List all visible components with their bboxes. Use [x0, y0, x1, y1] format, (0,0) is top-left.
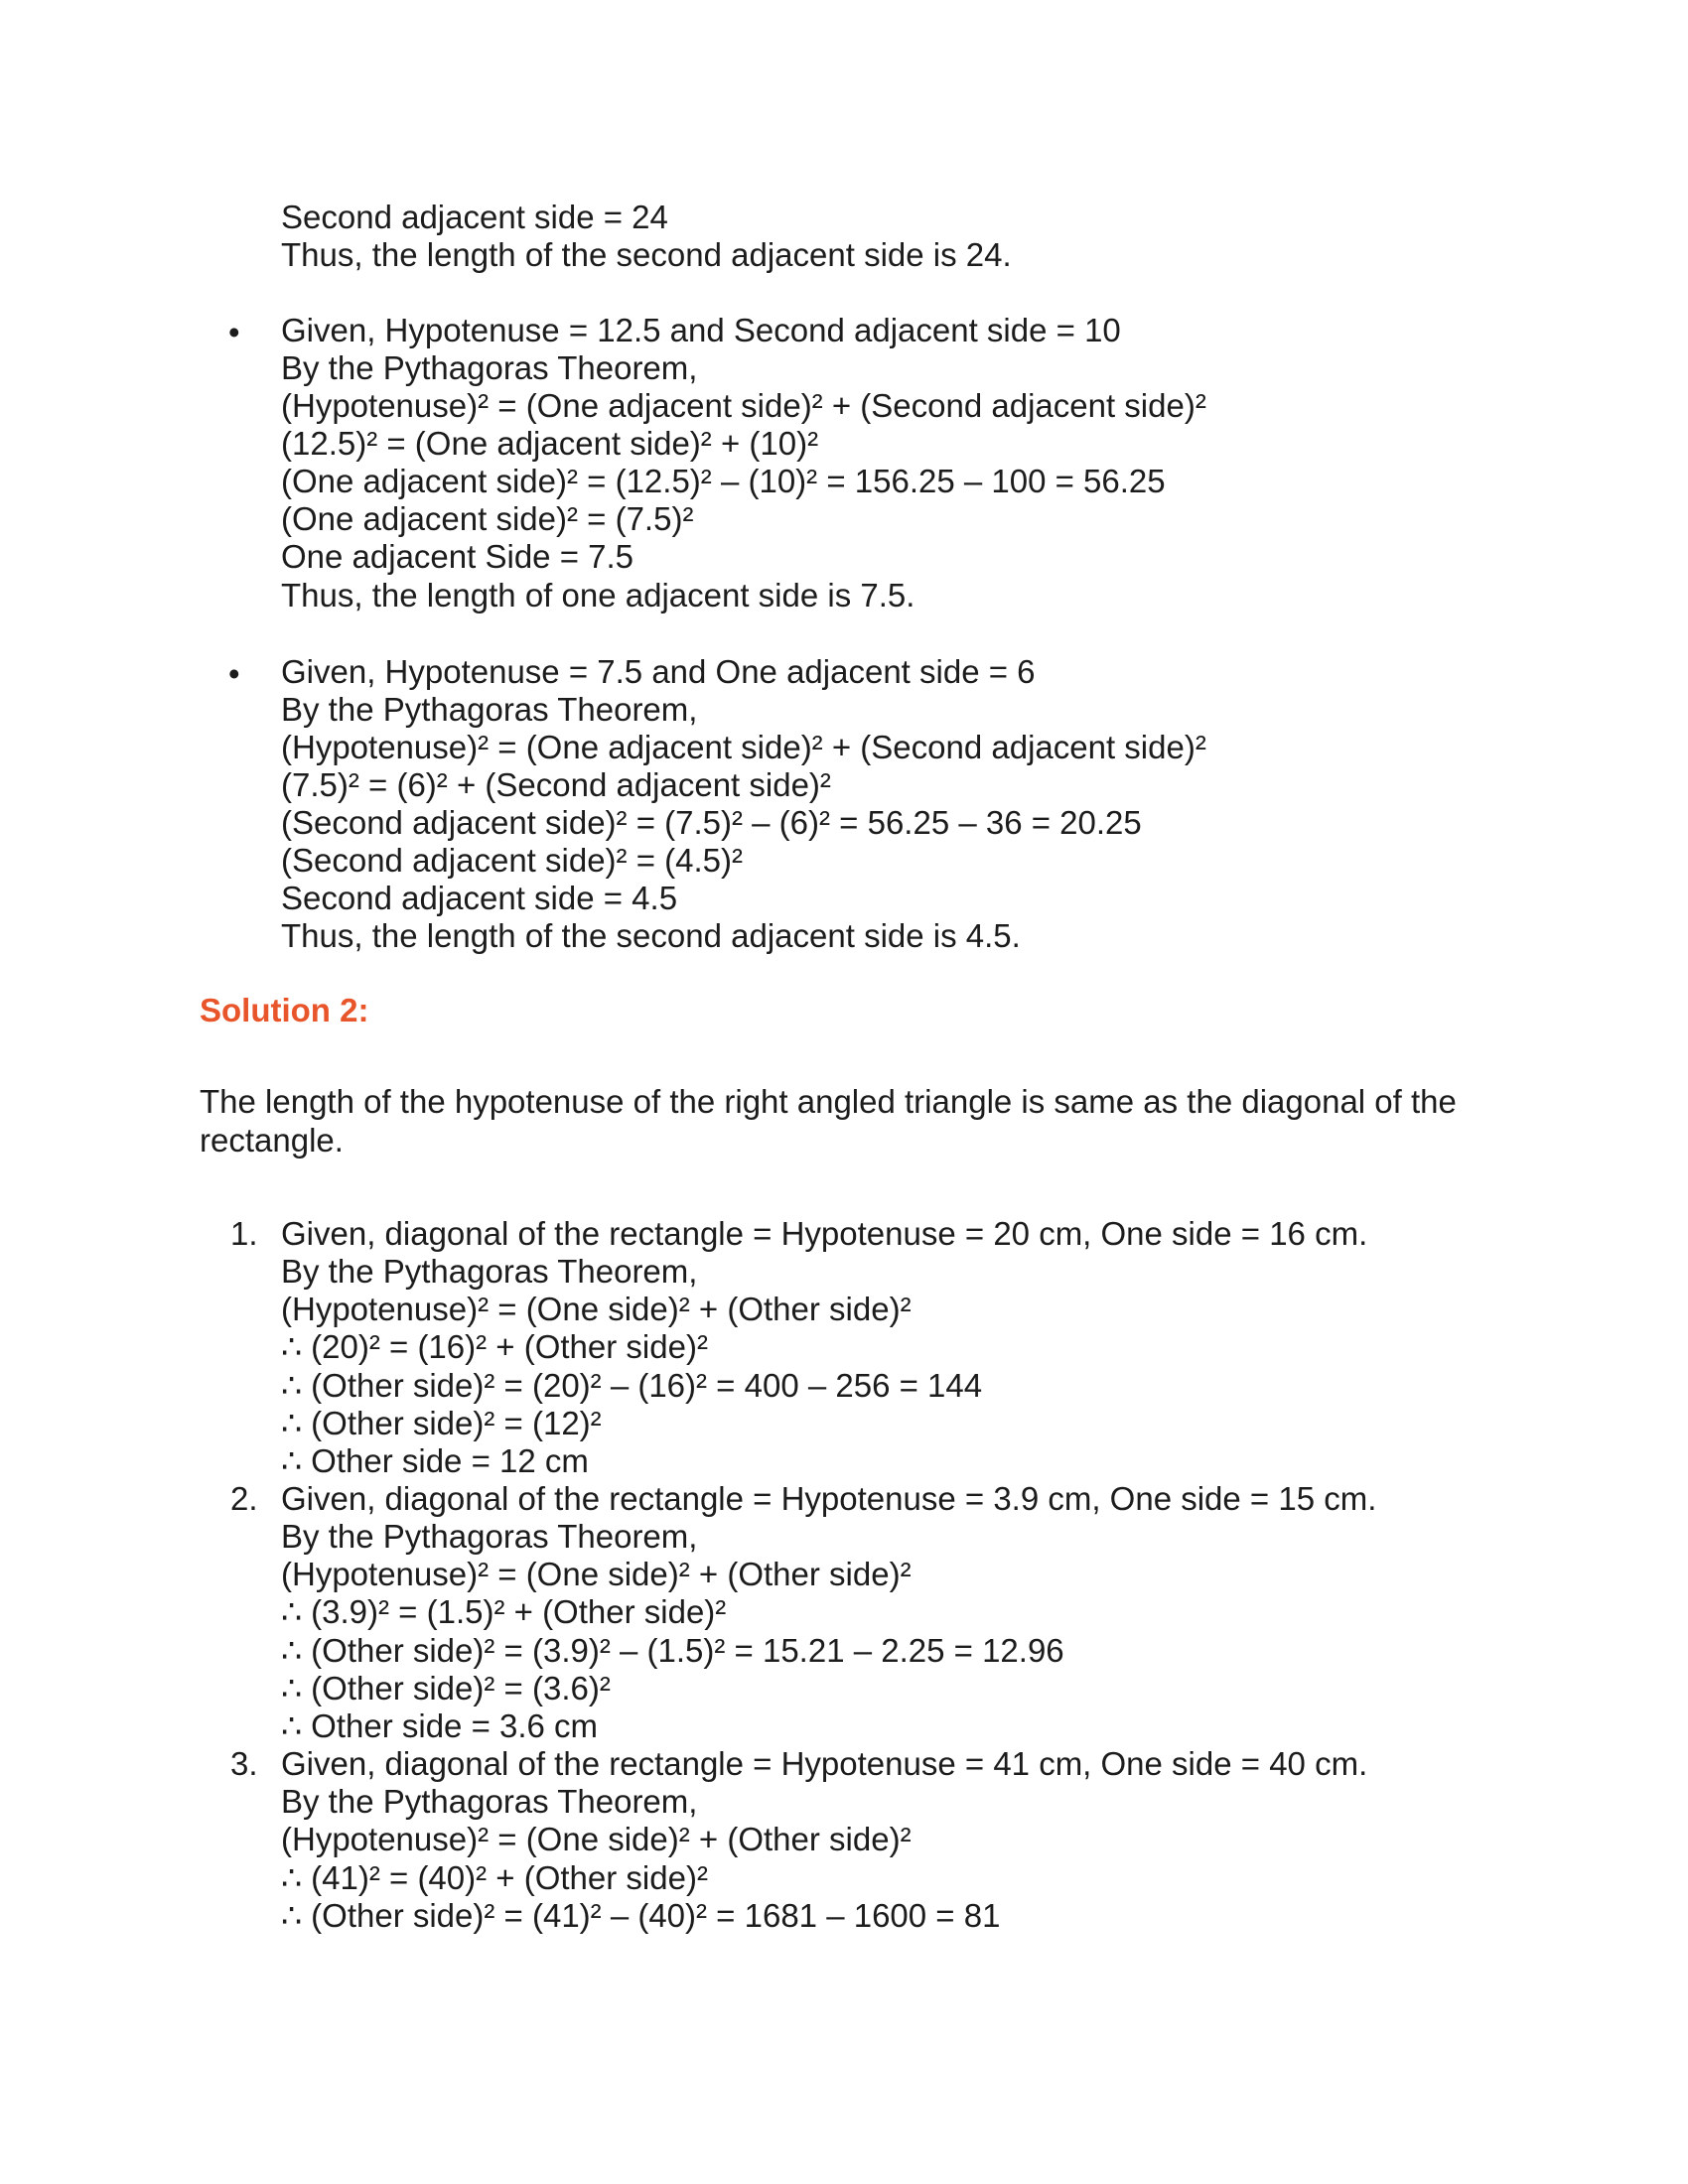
- item2-line: Given, diagonal of the rectangle = Hypotenuse = 3.9 cm, One side = 15 cm.: [281, 1480, 1377, 1517]
- item1-line: ∴ (20)² = (16)² + (Other side)²: [281, 1328, 708, 1365]
- bullet2-line: (7.5)² = (6)² + (Second adjacent side)²: [281, 766, 831, 803]
- item2-line: (Hypotenuse)² = (One side)² + (Other side)²: [281, 1556, 912, 1592]
- item3-line: ∴ (Other side)² = (41)² – (40)² = 1681 – 1600 = 81: [281, 1897, 1001, 1934]
- item1-line: By the Pythagoras Theorem,: [281, 1253, 698, 1290]
- bullet2-line: By the Pythagoras Theorem,: [281, 691, 698, 728]
- item3-line: Given, diagonal of the rectangle = Hypotenuse = 41 cm, One side = 40 cm.: [281, 1745, 1368, 1782]
- bullet1-line: (12.5)² = (One adjacent side)² + (10)²: [281, 425, 819, 462]
- bullet2-line: Second adjacent side = 4.5: [281, 880, 678, 916]
- item2-line: ∴ (3.9)² = (1.5)² + (Other side)²: [281, 1593, 727, 1630]
- intro-line: Thus, the length of the second adjacent side is 24.: [281, 236, 1012, 273]
- bullet-marker: •: [228, 655, 240, 692]
- bullet2-line: Given, Hypotenuse = 7.5 and One adjacent side = 6: [281, 653, 1036, 690]
- solution-heading: Solution 2:: [200, 992, 369, 1028]
- item1-line: ∴ (Other side)² = (20)² – (16)² = 400 – 256 = 144: [281, 1367, 983, 1404]
- bullet2-line: (Hypotenuse)² = (One adjacent side)² + (Second adjacent side)²: [281, 729, 1206, 765]
- item2-line: ∴ Other side = 3.6 cm: [281, 1707, 599, 1744]
- intro-line: Second adjacent side = 24: [281, 199, 668, 235]
- bullet-marker: •: [228, 314, 240, 350]
- item1-line: (Hypotenuse)² = (One side)² + (Other side)²: [281, 1291, 912, 1327]
- item2-line: ∴ (Other side)² = (3.6)²: [281, 1670, 611, 1706]
- item1-line: ∴ Other side = 12 cm: [281, 1442, 589, 1479]
- item2-line: By the Pythagoras Theorem,: [281, 1518, 698, 1555]
- item-number: 2.: [230, 1480, 258, 1517]
- bullet1-line: (One adjacent side)² = (7.5)²: [281, 500, 694, 537]
- item-number: 3.: [230, 1745, 258, 1782]
- bullet2-line: (Second adjacent side)² = (7.5)² – (6)² = 56.25 – 36 = 20.25: [281, 804, 1142, 841]
- item-number: 1.: [230, 1215, 258, 1252]
- bullet1-line: (Hypotenuse)² = (One adjacent side)² + (Second adjacent side)²: [281, 387, 1206, 424]
- item1-line: ∴ (Other side)² = (12)²: [281, 1405, 602, 1441]
- bullet1-line: (One adjacent side)² = (12.5)² – (10)² = 156.25 – 100 = 56.25: [281, 463, 1166, 499]
- item1-line: Given, diagonal of the rectangle = Hypotenuse = 20 cm, One side = 16 cm.: [281, 1215, 1368, 1252]
- bullet2-line: (Second adjacent side)² = (4.5)²: [281, 842, 743, 879]
- bullet1-line: One adjacent Side = 7.5: [281, 538, 634, 575]
- item3-line: (Hypotenuse)² = (One side)² + (Other side)²: [281, 1821, 912, 1857]
- item3-line: ∴ (41)² = (40)² + (Other side)²: [281, 1859, 708, 1896]
- bullet1-line: By the Pythagoras Theorem,: [281, 349, 698, 386]
- bullet1-line: Thus, the length of one adjacent side is 7.5.: [281, 577, 915, 614]
- bullet1-line: Given, Hypotenuse = 12.5 and Second adjacent side = 10: [281, 312, 1121, 348]
- bullet2-line: Thus, the length of the second adjacent side is 4.5.: [281, 917, 1021, 954]
- item3-line: By the Pythagoras Theorem,: [281, 1783, 698, 1820]
- solution-intro: The length of the hypotenuse of the right angled triangle is same as the diagonal of the rectangle.: [200, 1083, 1457, 1159]
- item2-line: ∴ (Other side)² = (3.9)² – (1.5)² = 15.21 – 2.25 = 12.96: [281, 1632, 1064, 1669]
